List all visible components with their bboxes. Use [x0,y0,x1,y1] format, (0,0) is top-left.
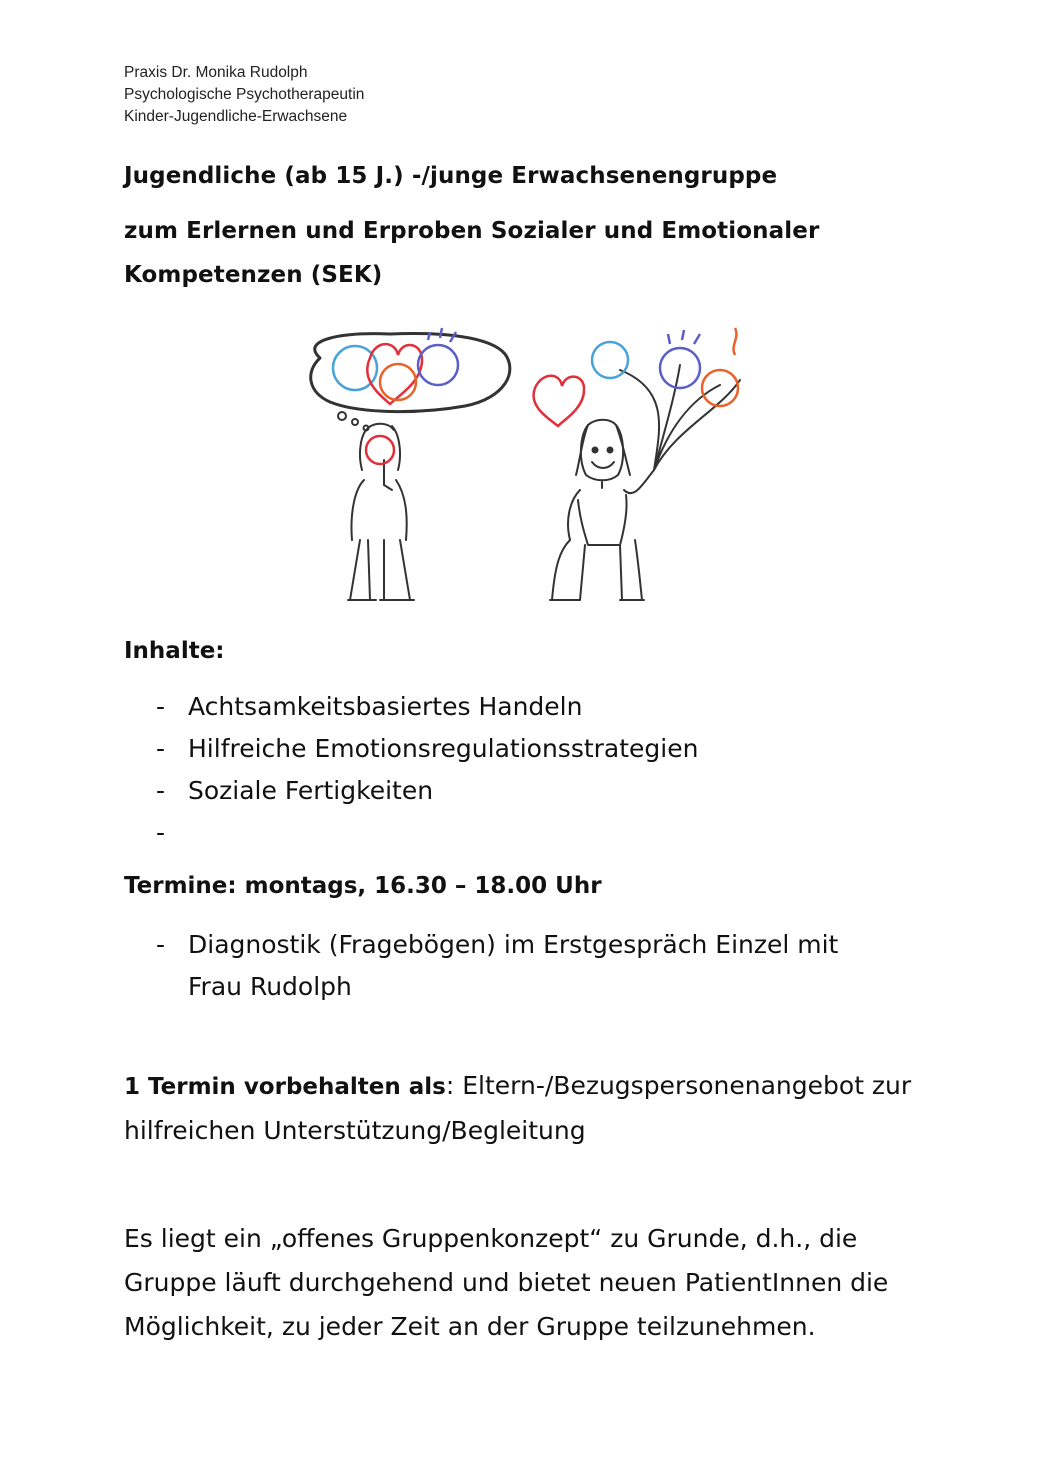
list-item [150,770,698,812]
list-item-text: Achtsamkeitsbasiertes Handeln [188,692,583,721]
practice-name: Praxis Dr. Monika Rudolph [124,64,308,81]
parent-offer-text: : Eltern-/Bezugspersonenangebot zur hilfreichen Unterstützung/Begleitung [124,1071,912,1145]
document-title-line-2: zum Erlernen und Erproben Sozialer und Emotionaler [124,218,820,244]
dash-bullet: - [156,692,166,721]
practice-header [124,62,364,128]
contents-list [150,686,698,854]
dash-bullet: - [156,818,166,847]
document-title-line-1: Jugendliche (ab 15 J.) -/junge Erwachsenengruppe [124,163,778,189]
list-item [150,812,698,854]
group-concept-paragraph: Es liegt ein „offenes Gruppenkonzept“ zu Grunde, d.h., die Gruppe läuft durchgehend und bietet neuen PatientInnen die Möglichkeit, zu jeder Zeit an der Gruppe teilzunehmen. [124,1224,889,1341]
contents-heading: Inhalte: [124,638,225,664]
dash-bullet: - [156,930,166,959]
list-item [150,924,888,1008]
list-item [150,686,698,728]
emotions-illustration [280,310,780,615]
parent-offer-label: 1 Termin vorbehalten als [124,1074,446,1100]
list-item [150,728,698,770]
document-title-line-3: Kompetenzen (SEK) [124,262,383,288]
dash-bullet: - [156,734,166,763]
list-item-text: Hilfreiche Emotionsregulationsstrategien [188,734,699,763]
emotions-drawing [280,310,780,615]
practice-profession: Psychologische Psychotherapeutin [124,86,365,103]
dates-list [150,924,888,1008]
dash-bullet: - [156,776,166,805]
parent-offer-paragraph [124,1064,934,1153]
practice-patients: Kinder-Jugendliche-Erwachsene [124,108,348,125]
list-item-text: Diagnostik (Fragebögen) im Erstgespräch Einzel mit Frau Rudolph [188,930,839,1001]
dates-heading: Termine: montags, 16.30 – 18.00 Uhr [124,873,602,899]
list-item-text: Soziale Fertigkeiten [188,776,434,805]
